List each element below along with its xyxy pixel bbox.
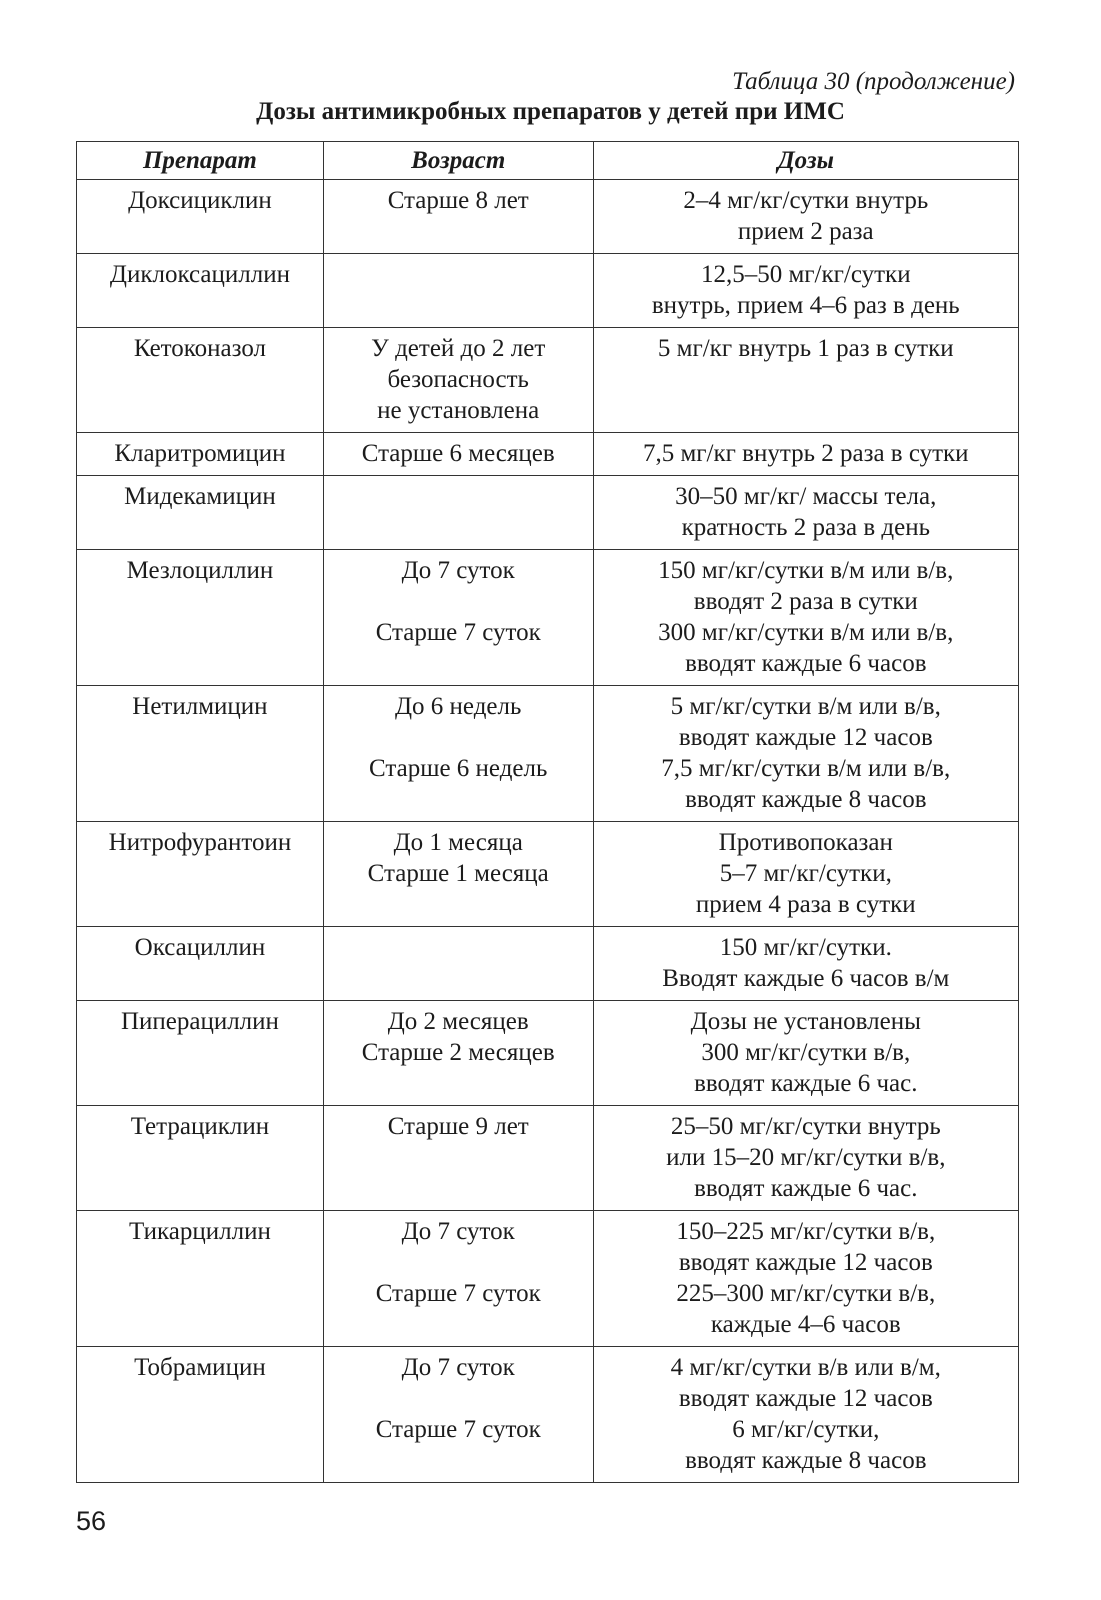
drug-name: Кетоконазол [133, 335, 266, 362]
dose-line: вводят каждые 12 часов [678, 1249, 933, 1276]
drug-name: Пиперациллин [120, 1008, 279, 1035]
dose-line: вводят каждые 6 час. [694, 1070, 918, 1097]
dose-line: вводят каждые 6 часов [685, 650, 927, 677]
table-row [77, 476, 1019, 550]
drug-cell [77, 686, 324, 822]
drug-cell [77, 1106, 324, 1211]
table-caption: Таблица 30 (продолжение) [732, 68, 1015, 95]
drug-name: Нитрофурантоин [108, 829, 292, 856]
dose-cell [593, 822, 1018, 927]
age-cell [323, 686, 593, 822]
age-cell [323, 1001, 593, 1106]
drug-cell [77, 328, 324, 433]
age-line: Старше 7 суток [375, 1280, 541, 1307]
dose-line: 4 мг/кг/сутки в/в или в/м, [670, 1354, 941, 1381]
age-cell [323, 822, 593, 927]
table-row [77, 1001, 1019, 1106]
dose-cell [593, 686, 1018, 822]
table-row [77, 433, 1019, 476]
age-cell [323, 476, 593, 550]
age-line: До 2 месяцев [387, 1008, 529, 1035]
dose-line: вводят каждые 12 часов [678, 1385, 933, 1412]
dose-line: 150 мг/кг/сутки в/м или в/в, [658, 557, 954, 584]
drug-cell [77, 1347, 324, 1483]
dose-line: кратность 2 раза в день [681, 514, 930, 541]
dose-line: 300 мг/кг/сутки в/м или в/в, [658, 619, 954, 646]
age-cell [323, 433, 593, 476]
age-cell [323, 1106, 593, 1211]
dose-cell [593, 1347, 1018, 1483]
dose-line: или 15–20 мг/кг/сутки в/в, [666, 1144, 946, 1171]
drug-cell [77, 1211, 324, 1347]
dose-line: вводят каждые 8 часов [685, 1447, 927, 1474]
dose-line: 150 мг/кг/сутки. [719, 934, 892, 961]
age-line: У детей до 2 лет [371, 335, 546, 362]
drug-name: Тикарциллин [129, 1218, 271, 1245]
dose-cell [593, 180, 1018, 254]
age-line: До 7 суток [401, 1218, 515, 1245]
age-line: Старше 2 месяцев [361, 1039, 555, 1066]
dose-line: 5 мг/кг внутрь 1 раз в сутки [657, 335, 954, 362]
dose-cell [593, 550, 1018, 686]
page-number: 56 [76, 1506, 107, 1536]
header-dose: Дозы [593, 142, 1018, 180]
dose-cell [593, 1106, 1018, 1211]
table-row [77, 822, 1019, 927]
drug-cell [77, 927, 324, 1001]
drug-cell [77, 550, 324, 686]
table-row [77, 1211, 1019, 1347]
dose-line: Противопоказан [718, 829, 893, 856]
age-line: Старше 7 суток [375, 619, 541, 646]
table-row [77, 328, 1019, 433]
dose-line: Дозы не установлены [690, 1008, 921, 1035]
age-cell [323, 1347, 593, 1483]
age-line: Старше 6 месяцев [361, 440, 555, 467]
age-cell [323, 550, 593, 686]
age-line: До 6 недель [395, 693, 522, 720]
drug-cell [77, 476, 324, 550]
dose-line: 12,5–50 мг/кг/сутки [700, 261, 911, 288]
drug-name: Мидекамицин [124, 483, 276, 510]
drug-name: Тобрамицин [134, 1354, 266, 1381]
dosage-table [76, 141, 1019, 1483]
age-line: Старше 6 недель [369, 755, 548, 782]
drug-name: Нетилмицин [132, 693, 268, 720]
drug-name: Диклоксациллин [109, 261, 290, 288]
dose-cell [593, 1211, 1018, 1347]
dose-line: каждые 4–6 часов [710, 1311, 901, 1338]
dose-line: 7,5 мг/кг/сутки в/м или в/в, [661, 755, 951, 782]
drug-name: Мезлоциллин [126, 557, 274, 584]
age-line: Старше 7 суток [375, 1416, 541, 1443]
drug-cell [77, 180, 324, 254]
drug-cell [77, 1001, 324, 1106]
age-line: До 7 суток [401, 1354, 515, 1381]
age-line: безопасность [387, 366, 529, 393]
dose-line: вводят каждые 6 час. [694, 1175, 918, 1202]
age-line: не установлена [377, 397, 540, 424]
header-age: Возраст [323, 142, 593, 180]
header-drug: Препарат [77, 142, 324, 180]
dose-cell [593, 476, 1018, 550]
drug-name: Доксициклин [128, 187, 272, 214]
dose-line: 5 мг/кг/сутки в/м или в/в, [670, 693, 941, 720]
dose-line: вводят каждые 8 часов [685, 786, 927, 813]
dose-line: 5–7 мг/кг/сутки, [719, 860, 892, 887]
drug-cell [77, 433, 324, 476]
age-cell [323, 1211, 593, 1347]
age-cell [323, 328, 593, 433]
dose-line: внутрь, прием 4–6 раз в день [651, 292, 960, 319]
dose-line: Вводят каждые 6 часов в/м [662, 965, 950, 992]
dose-line: 7,5 мг/кг внутрь 2 раза в сутки [642, 440, 969, 467]
drug-name: Кларитромицин [114, 440, 286, 467]
age-line: Старше 1 месяца [367, 860, 549, 887]
dose-line: 2–4 мг/кг/сутки внутрь [683, 187, 929, 214]
dose-cell [593, 927, 1018, 1001]
dose-line: 300 мг/кг/сутки в/в, [701, 1039, 911, 1066]
age-line: До 1 месяца [393, 829, 523, 856]
table-row [77, 686, 1019, 822]
dose-line: прием 2 раза [737, 218, 874, 245]
age-line: До 7 суток [401, 557, 515, 584]
dose-line: вводят каждые 12 часов [678, 724, 933, 751]
table-body [77, 180, 1019, 1483]
table-row [77, 254, 1019, 328]
dose-cell [593, 1001, 1018, 1106]
table-row [77, 1347, 1019, 1483]
dose-line: вводят 2 раза в сутки [693, 588, 918, 615]
dose-cell [593, 433, 1018, 476]
dose-line: 25–50 мг/кг/сутки внутрь [670, 1113, 941, 1140]
table-title: Дозы антимикробных препаратов у детей при ИМС [256, 98, 845, 125]
dose-line: 6 мг/кг/сутки, [732, 1416, 880, 1443]
age-cell [323, 180, 593, 254]
dose-line: прием 4 раза в сутки [695, 891, 916, 918]
dose-line: 225–300 мг/кг/сутки в/в, [676, 1280, 936, 1307]
dose-cell [593, 254, 1018, 328]
table-row [77, 550, 1019, 686]
table-header-row [77, 142, 1019, 180]
drug-name: Тетрациклин [130, 1113, 270, 1140]
drug-cell [77, 822, 324, 927]
table-row [77, 180, 1019, 254]
drug-cell [77, 254, 324, 328]
age-cell [323, 254, 593, 328]
age-line: Старше 8 лет [387, 187, 529, 214]
dose-line: 150–225 мг/кг/сутки в/в, [676, 1218, 936, 1245]
drug-name: Оксациллин [134, 934, 266, 961]
table-row [77, 927, 1019, 1001]
dose-cell [593, 328, 1018, 433]
table-row [77, 1106, 1019, 1211]
dose-line: 30–50 мг/кг/ массы тела, [675, 483, 937, 510]
age-line: Старше 9 лет [387, 1113, 529, 1140]
age-cell [323, 927, 593, 1001]
